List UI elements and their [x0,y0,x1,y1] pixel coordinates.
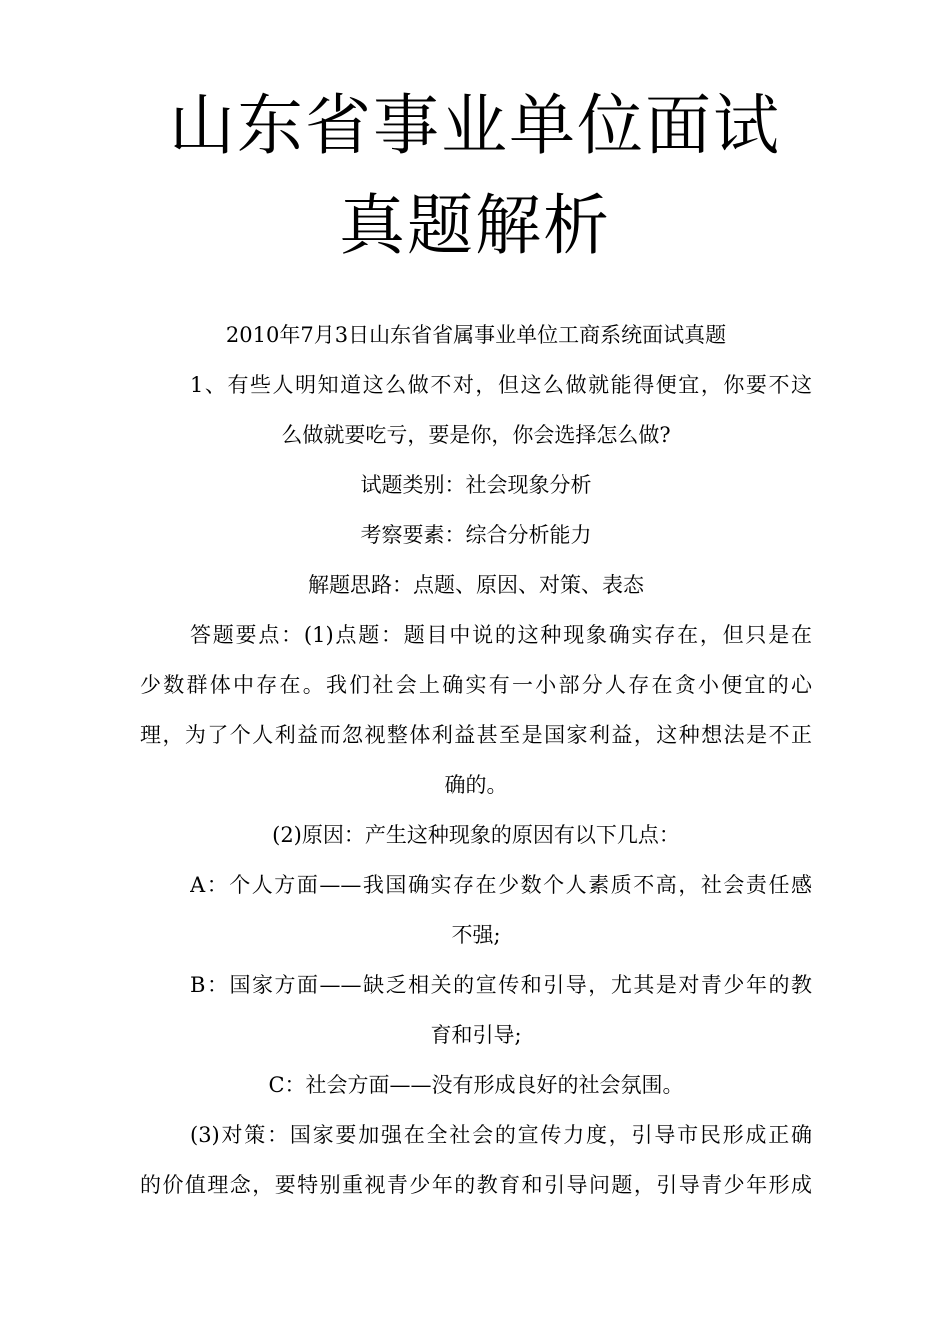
cause-item-b: B：国家方面——缺乏相关的宣传和引导，尤其是对青少年的教 [190,973,812,997]
answer-paragraph-line: 答题要点：(1)点题：题目中说的这种现象确实存在，但只是在 [190,623,812,647]
solution-approach: 解题思路：点题、原因、对策、表态 [308,573,644,597]
document-title-line-2: 真题解析 [339,187,611,264]
cause-item-c: C：社会方面——没有形成良好的社会氛围。 [268,1073,684,1097]
answer-paragraph-line: 少数群体中存在。我们社会上确实有一小部分人存在贪小便宜的心 [140,673,812,697]
document-title-line-1: 山东省事业单位面试 [169,87,781,164]
question-line: 么做就要吃亏，要是你，你会选择怎么做? [281,423,671,447]
cause-heading: (2)原因：产生这种现象的原因有以下几点： [272,823,680,847]
cause-item-b-cont: 育和引导; [430,1023,522,1047]
countermeasure-line: 的价值理念，要特别重视青少年的教育和引导问题，引导青少年形成 [140,1173,812,1197]
exam-heading: 2010年7月3日山东省省属事业单位工商系统面试真题 [225,323,727,347]
question-line: 1、有些人明知道这么做不对，但这么做就能得便宜，你要不这 [190,373,812,397]
answer-paragraph-line: 理，为了个人利益而忽视整体利益甚至是国家利益，这种想法是不正 [140,723,812,747]
assessment-element: 考察要素：综合分析能力 [360,523,592,547]
question-category: 试题类别：社会现象分析 [360,473,592,497]
answer-paragraph-line: 确的。 [444,773,508,797]
cause-item-a-cont: 不强; [451,923,501,947]
countermeasure-line: (3)对策：国家要加强在全社会的宣传力度，引导市民形成正确 [190,1123,812,1147]
cause-item-a: A：个人方面——我国确实存在少数个人素质不高，社会责任感 [190,873,812,897]
